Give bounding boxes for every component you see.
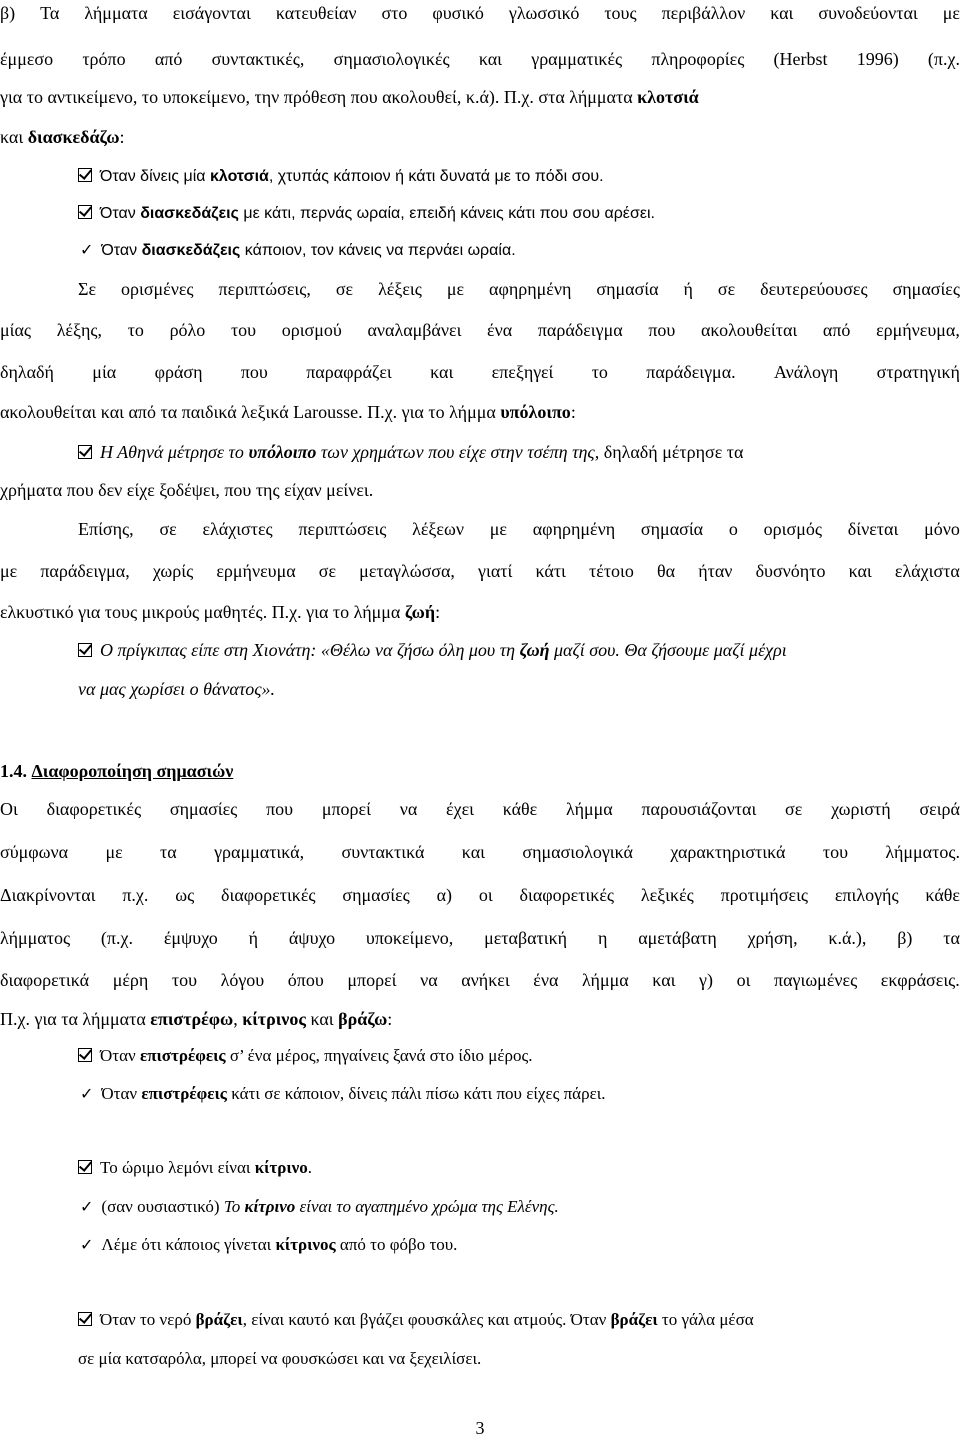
paragraph-line bbox=[0, 403, 576, 421]
page-number: 3 bbox=[475, 1418, 485, 1438]
text-fragment: των χρημάτων που είχε στην τσέπη της, bbox=[320, 442, 600, 462]
text-fragment: το γάλα μέσα bbox=[661, 1310, 754, 1329]
checkbox-checked-icon bbox=[78, 643, 92, 657]
lemma-term: διασκεδάζεις bbox=[140, 205, 239, 222]
paragraph-line bbox=[0, 562, 960, 580]
example-line bbox=[0, 481, 373, 499]
text-fragment: : bbox=[435, 602, 441, 622]
lemma-term: διασκεδάζεις bbox=[141, 242, 241, 259]
example-line bbox=[80, 242, 516, 259]
paragraph-line bbox=[0, 50, 960, 68]
text-fragment: Ο πρίγκιπας είπε στη Χιονάτη: «Θέλω να ζήσω όλη μου τη bbox=[100, 640, 516, 660]
lemma-term: επιστρέφεις bbox=[141, 1084, 227, 1103]
text-fragment: να μας χωρίσει ο θάνατος». bbox=[78, 679, 276, 699]
paragraph-line bbox=[78, 520, 960, 538]
text-fragment: ακολουθείται και από τα παιδικά λεξικά Larousse. Π.χ. για το λήμμα bbox=[0, 402, 496, 422]
text-fragment: ελκυστικό για τους μικρούς μαθητές. Π.χ. για το λήμμα bbox=[0, 602, 401, 622]
checkmark-icon: ✓ bbox=[80, 1235, 94, 1254]
text-fragment: κάτι σε κάποιον, δίνεις πάλι πίσω κάτι που είχες πάρει. bbox=[231, 1084, 606, 1103]
text-fragment: μαζί σου. Θα ζήσουμε μαζί μέχρι bbox=[554, 640, 787, 660]
paragraph-line bbox=[0, 128, 125, 146]
checkmark-icon: ✓ bbox=[80, 1084, 94, 1103]
text-fragment: Όταν το νερό bbox=[100, 1310, 192, 1329]
paragraph-line bbox=[0, 603, 440, 621]
text-fragment: Όταν bbox=[100, 1046, 136, 1065]
text-fragment: και bbox=[0, 127, 24, 147]
section-heading bbox=[0, 762, 233, 780]
text-fragment: και bbox=[310, 1009, 334, 1029]
checkbox-checked-icon bbox=[78, 1160, 92, 1174]
text-fragment: (σαν ουσιαστικό) bbox=[101, 1197, 220, 1216]
paragraph-line bbox=[0, 4, 960, 22]
example-line bbox=[78, 641, 787, 659]
text-line: διαφορετικά μέρη του λόγου όπου μπορεί να ανήκει ένα λήμμα και γ) οι παγιωμένες εκφράσεις. bbox=[0, 970, 960, 990]
paragraph-line bbox=[0, 843, 960, 861]
lemma-term: ζωή bbox=[404, 602, 436, 622]
lemma-term: βράζω bbox=[338, 1009, 388, 1029]
text-fragment: , είναι καυτό και βγάζει φουσκάλες και ατμούς. Όταν bbox=[242, 1310, 607, 1329]
text-fragment: : bbox=[570, 402, 576, 422]
lemma-term: επιστρέφεις bbox=[139, 1046, 226, 1065]
lemma-term: κίτρινο bbox=[244, 1197, 296, 1216]
text-fragment: είναι το αγαπημένο χρώμα της Ελένης. bbox=[299, 1197, 559, 1216]
text-fragment: σε μία κατσαρόλα, μπορεί να φουσκώσει και να ξεχειλίσει. bbox=[78, 1349, 482, 1368]
example-line bbox=[78, 680, 275, 698]
checkbox-checked-icon bbox=[78, 445, 92, 459]
example-line bbox=[78, 443, 960, 461]
paragraph-line bbox=[0, 886, 960, 904]
text-fragment: Π.χ. για τα λήμματα bbox=[0, 1009, 146, 1029]
text-fragment: χρήματα που δεν είχε ξοδέψει, που της είχαν μείνει. bbox=[0, 480, 374, 500]
example-line bbox=[78, 1311, 754, 1328]
text-fragment: : bbox=[119, 127, 125, 147]
checkbox-checked-icon bbox=[78, 205, 92, 219]
text-line: Οι διαφορετικές σημασίες που μπορεί να έχει κάθε λήμμα παρουσιάζονται σε χωριστή σειρά bbox=[0, 799, 960, 819]
text-fragment: : bbox=[387, 1009, 393, 1029]
text-fragment: σ’ ένα μέρος, πηγαίνεις ξανά στο ίδιο μέρος. bbox=[229, 1046, 533, 1065]
lemma-term: κλοτσιά bbox=[209, 168, 269, 185]
text-fragment: δηλαδή μέτρησε τα bbox=[603, 442, 744, 462]
text-fragment: Όταν bbox=[101, 1084, 138, 1103]
text-line: με παράδειγμα, χωρίς ερμήνευμα σε μεταγλώσσα, γιατί κάτι τέτοιο θα ήταν δυσνόητο και ελάχιστα bbox=[0, 561, 960, 581]
checkbox-checked-icon bbox=[78, 168, 92, 182]
example-line bbox=[80, 1085, 606, 1102]
example-line bbox=[78, 1350, 481, 1367]
paragraph-line bbox=[0, 800, 960, 818]
lemma-term: ζωή bbox=[519, 640, 550, 660]
example-line bbox=[80, 1198, 559, 1215]
paragraph-line bbox=[0, 1010, 392, 1028]
example-line bbox=[78, 205, 655, 222]
text-fragment: Λέμε ότι κάποιος γίνεται bbox=[101, 1235, 272, 1254]
text-line: σύμφωνα με τα γραμματικά, συντακτικά και σημασιολογικά χαρακτηριστικά του λήμματος. bbox=[0, 842, 960, 862]
text-fragment: από το φόβο του. bbox=[339, 1235, 458, 1254]
text-fragment: , bbox=[233, 1009, 238, 1029]
checkmark-icon: ✓ bbox=[80, 1197, 94, 1216]
lemma-term: κίτρινος bbox=[242, 1009, 306, 1029]
text-fragment: Το ώριμο λεμόνι είναι bbox=[100, 1158, 251, 1177]
example-line bbox=[78, 1159, 312, 1176]
paragraph-line bbox=[0, 88, 699, 106]
lemma-term: κίτρινο bbox=[254, 1158, 308, 1177]
lemma-term: βράζει bbox=[610, 1310, 658, 1329]
text-line: Επίσης, σε ελάχιστες περιπτώσεις λέξεων με αφηρημένη σημασία ο ορισμός δίνεται μόνο bbox=[78, 519, 960, 539]
lemma-term: υπόλοιπο bbox=[500, 402, 571, 422]
text-fragment: Η Αθηνά μέτρησε το bbox=[100, 442, 244, 462]
lemma-term: κίτρινος bbox=[275, 1235, 336, 1254]
text-fragment: με κάτι, περνάς ωραία, επειδή κάνεις κάτι που σου αρέσει. bbox=[243, 205, 655, 222]
checkbox-checked-icon bbox=[78, 1048, 92, 1062]
text-fragment: Το bbox=[223, 1197, 241, 1216]
example-line bbox=[80, 1236, 457, 1253]
lemma-term: υπόλοιπο bbox=[248, 442, 317, 462]
text-line: δηλαδή μία φράση που παραφράζει και επεξηγεί το παράδειγμα. Ανάλογη στρατηγική bbox=[0, 362, 960, 382]
text-line: λήμματος (π.χ. έμψυχο ή άψυχο υποκείμενο, μεταβατική η αμετάβατη χρήση, κ.ά.), β) τα bbox=[0, 928, 960, 948]
text-line: β) Τα λήμματα εισάγονται κατευθείαν στο φυσικό γλωσσικό τους περιβάλλον και συνοδεύονται με bbox=[0, 3, 960, 23]
lemma-term: βράζει bbox=[195, 1310, 243, 1329]
example-line bbox=[78, 168, 604, 185]
paragraph-line bbox=[0, 321, 960, 339]
text-line: μίας λέξης, το ρόλο του ορισμού αναλαμβάνει ένα παράδειγμα που ακολουθείται από ερμήνευμα, bbox=[0, 320, 960, 340]
text-line: έμμεσο τρόπο από συντακτικές, σημασιολογικές και γραμματικές πληροφορίες (Herbst 1996) (π.χ. bbox=[0, 49, 960, 69]
text-fragment: για το αντικείμενο, το υποκείμενο, την πρόθεση που ακολουθεί, κ.ά). Π.χ. στα λήμματα bbox=[0, 87, 633, 107]
lemma-term: διασκεδάζω bbox=[27, 127, 120, 147]
text-line: Σε ορισμένες περιπτώσεις, σε λέξεις με αφηρημένη σημασία ή σε δευτερεύουσες σημασίες bbox=[78, 279, 960, 299]
paragraph-line bbox=[78, 280, 960, 298]
paragraph-line bbox=[0, 363, 960, 381]
lemma-term: επιστρέφω bbox=[150, 1009, 234, 1029]
text-fragment: , χτυπάς κάποιον ή κάτι δυνατά με το πόδι σου. bbox=[268, 168, 604, 185]
lemma-term: κλοτσιά bbox=[637, 87, 699, 107]
paragraph-line bbox=[0, 929, 960, 947]
text-fragment: κάποιον, τον κάνεις να περνάει ωραία. bbox=[244, 242, 516, 259]
checkmark-icon: ✓ bbox=[80, 240, 94, 259]
text-fragment: Όταν δίνεις μία bbox=[100, 168, 206, 185]
example-line bbox=[78, 1047, 533, 1064]
checkbox-checked-icon bbox=[78, 1312, 92, 1326]
paragraph-line bbox=[0, 971, 960, 989]
section-title: Διαφοροποίηση σημασιών bbox=[31, 761, 234, 781]
section-number: 1.4. bbox=[0, 761, 27, 781]
text-line: Διακρίνονται π.χ. ως διαφορετικές σημασίες α) οι διαφορετικές λεξικές προτιμήσεις επιλογής κάθε bbox=[0, 885, 960, 905]
text-fragment: . bbox=[307, 1158, 312, 1177]
text-fragment: Όταν bbox=[101, 242, 138, 259]
text-fragment: Όταν bbox=[100, 205, 136, 222]
